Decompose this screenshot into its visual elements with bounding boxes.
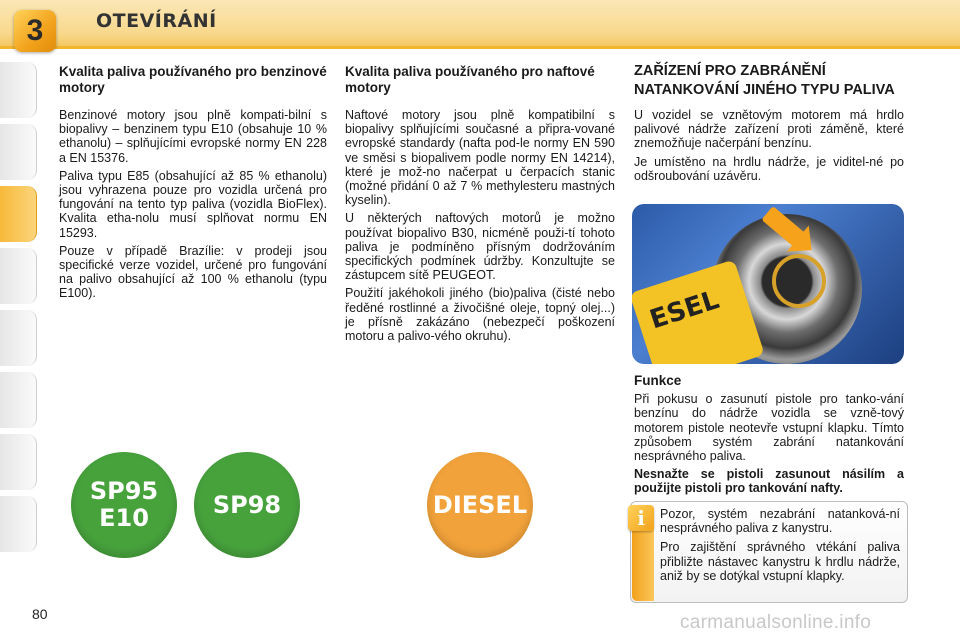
- warning-bold-text: Nesnažte se pistoli zasunout násilím a použijte pistoli pro tankování nafty.: [634, 467, 904, 496]
- side-tab-8[interactable]: [0, 496, 37, 552]
- petrol-paragraph-3: Pouze v případě Brazílie: v prodeji jsou specifické verze vozidel, určené pro fungování na palivo obsahující až 100 % ethanolu (typu E100).: [59, 243, 327, 301]
- fuel-badge-line2: E10: [99, 504, 149, 532]
- side-tab-1[interactable]: [0, 62, 37, 118]
- side-tab-6[interactable]: [0, 372, 37, 428]
- info-paragraph-2: Pro zajištění správného vtékání paliva přibližte nástavec kanystru k hrdlu nádrže, aniž by se dotýkal vstupní klapky.: [660, 540, 900, 583]
- side-tab-7[interactable]: [0, 434, 37, 490]
- info-text: [660, 507, 900, 588]
- info-paragraph-1: Pozor, systém nezabrání natanková-ní nesprávného paliva z kanystru.: [660, 507, 900, 536]
- diesel-paragraph-3: Použití jakéhokoli jiného (bio)paliva (čisté nebo ředěné rostlinné a živočišné oleje, topný olej...) je přísně zakázáno (nebezpečí poškození motoru a palivo-vého okruhu).: [345, 286, 615, 344]
- chapter-number-badge: 3: [14, 10, 56, 52]
- petrol-paragraph-2: Paliva typu E85 (obsahující až 85 % ethanolu) jsou vyhrazena pouze pro vozidla určená pro fungování na tento typ paliva (vozidla BioFlex). Kvalita etha-nolu musí splňovat normu EN 15293.: [59, 168, 327, 240]
- misfuel-paragraph-1: U vozidel se vznětovým motorem má hrdlo palivové nádrže zařízení proti záměně, které znemožňuje načerpání benzínu.: [634, 108, 904, 151]
- filler-neck-photo: [632, 204, 904, 364]
- function-section: [634, 374, 904, 500]
- header-divider: [0, 46, 960, 49]
- fuel-badge-line1: SP98: [212, 490, 282, 519]
- diesel-paragraph-1: Naftové motory jsou plně kompatibilní s biopalivy splňujícími současné a připra-vované evropské standardy (nafta pod-le normy EN 590 ve směsi s biopalivem podle normy EN 14214), které je mož-no načerpat u čerpacích stanic (možné přidání 0 až 7 % methylesteru mastných kyselin).: [345, 108, 615, 208]
- page-title: OTEVÍRÁNÍ: [96, 10, 217, 32]
- column-diesel: [345, 64, 615, 347]
- petrol-paragraph-1: Benzinové motory jsou plně kompati-bilní s biopalivy – benzinem typu E10 (obsahuje 10 % ethanolu) – splňujícími evropské normy EN 228 a EN 15376.: [59, 108, 327, 165]
- misfuel-paragraph-2: Je umístěno na hrdlu nádrže, je viditel-né po odšroubování uzávěru.: [634, 154, 904, 183]
- fuel-badge-diesel: [427, 452, 533, 558]
- side-tab-3-active[interactable]: [0, 186, 37, 242]
- fuel-badge-line1: DIESEL: [432, 490, 528, 519]
- watermark: carmanualsonline.info: [680, 612, 872, 633]
- fuel-badge-line1: SP95: [89, 477, 159, 505]
- info-box-accent-bar: [632, 527, 654, 601]
- function-heading: Funkce: [634, 373, 682, 388]
- side-tab-5[interactable]: [0, 310, 37, 366]
- side-tab-2[interactable]: [0, 124, 37, 180]
- info-icon: i: [628, 505, 654, 531]
- side-tab-4[interactable]: [0, 248, 37, 304]
- column-misfuel: [634, 62, 904, 187]
- column-petrol: [59, 64, 327, 305]
- fuel-badge-sp95-e10: [71, 452, 177, 558]
- misfuel-heading: ZAŘÍZENÍ PRO ZABRÁNĚNÍ NATANKOVÁNÍ JINÉHO TYPU PALIVA: [634, 63, 895, 98]
- function-text: Při pokusu o zasunutí pistole pro tanko-vání benzínu do nádrže vozidla se vzně-tový motorem pistole neotevře vstupní klapku. Tímto způsobem systém zabrání natankování nesprávného paliva.: [634, 392, 904, 464]
- diesel-heading: Kvalita paliva používaného pro naftové motory: [345, 64, 595, 95]
- diesel-label-text: ESEL: [646, 284, 723, 336]
- petrol-heading: Kvalita paliva používaného pro benzinové motory: [59, 64, 327, 95]
- diesel-paragraph-2: U některých naftových motorů je možno používat biopalivo B30, nicméně použi-tí tohoto paliva je podmíněno přísným dodržováním specifických podmínek údržby. Konzultujte se zástupcem sítě PEUGEOT.: [345, 211, 615, 283]
- page-number: 80: [32, 606, 48, 622]
- fuel-badge-sp98: [194, 452, 300, 558]
